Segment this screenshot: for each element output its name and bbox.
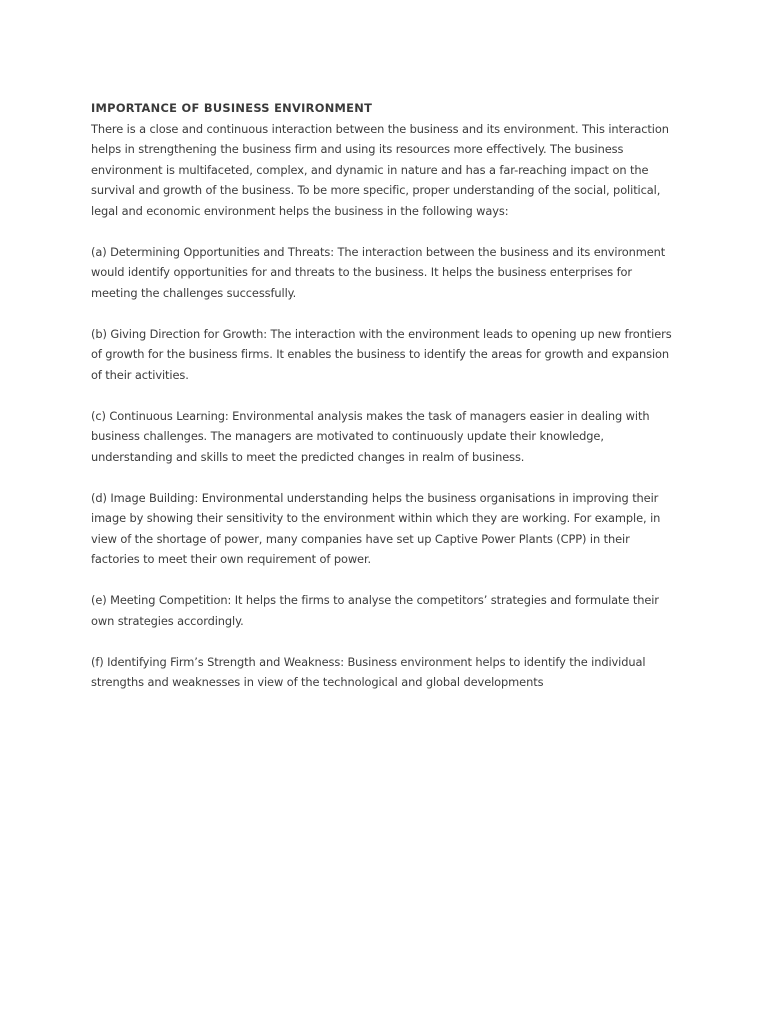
intro-paragraph: There is a close and continuous interaction between the business and its environment. This interaction helps in strengthening the business firm and using its resources more effectively. The business environment is multifaceted, complex, and dynamic in nature and has a far-reaching impact on the survival and growth of the business. To be more specific, proper understanding of the social, political, legal and economic environment helps the business in the following ways: (91, 121, 669, 218)
point-b-paragraph: (b) Giving Direction for Growth: The interaction with the environment leads to opening up new frontiers of growth for the business firms. It enables the business to identify the areas for growth and expansion of their activities. (91, 326, 672, 382)
point-d-paragraph: (d) Image Building: Environmental understanding helps the business organisations in improving their image by showing their sensitivity to the environment within which they are working. For example, in view of the shortage of power, many companies have set up Captive Power Plants (CPP) in their factories to meet their own requirement of power. (91, 490, 661, 566)
document-body (91, 98, 681, 713)
document-title: IMPORTANCE OF BUSINESS ENVIRONMENT (91, 101, 373, 115)
point-a-paragraph: (a) Determining Opportunities and Threats: The interaction between the business and its environment would identify opportunities for and threats to the business. It helps the business enterprises for meeting the challenges successfully. (91, 244, 666, 300)
point-e-paragraph: (e) Meeting Competition: It helps the firms to analyse the competitors’ strategies and formulate their own strategies accordingly. (91, 593, 659, 628)
point-f-paragraph: (f) Identifying Firm’s Strength and Weakness: Business environment helps to identify the individual strengths and weaknesses in view of the technological and global developments (91, 654, 646, 689)
point-c-paragraph: (c) Continuous Learning: Environmental analysis makes the task of managers easier in dealing with business challenges. The managers are motivated to continuously update their knowledge, understanding and skills to meet the predicted changes in realm of business. (91, 408, 650, 464)
